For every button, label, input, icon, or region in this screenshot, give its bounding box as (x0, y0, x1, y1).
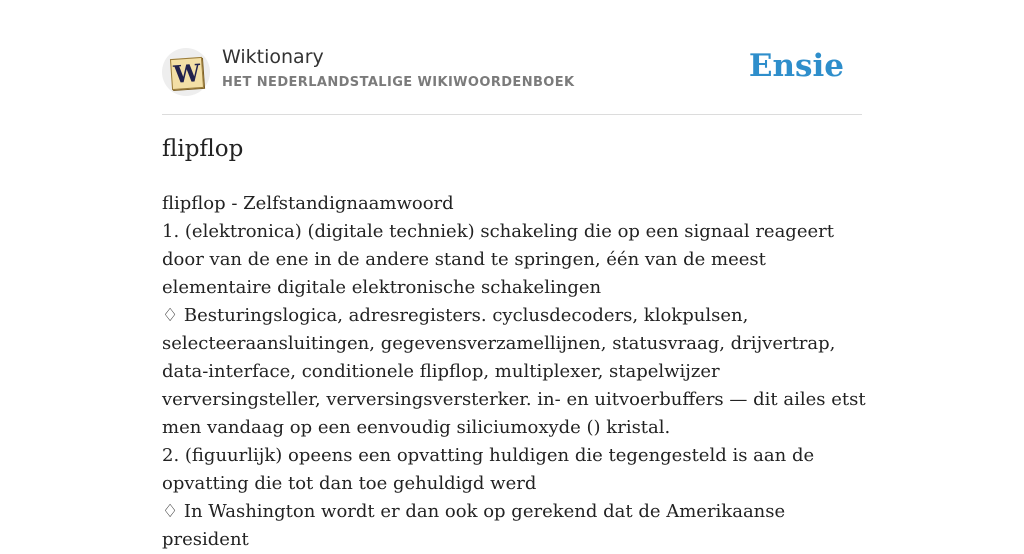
entry-content (162, 190, 867, 554)
example-2: ♢ In Washington wordt er dan ook op gerekend dat de Amerikaanse president (162, 501, 786, 550)
definition-2: 2. (figuurlijk) opeens een opvatting huldigen die tegengesteld is aan de opvatting die tot dan toe gehuldigd werd (162, 445, 815, 494)
entry-title: flipflop (162, 136, 244, 162)
site-tagline: HET NEDERLANDSTALIGE WIKIWOORDENBOEK (222, 75, 575, 90)
logo-tile: W (170, 57, 204, 90)
site-name[interactable]: Wiktionary (222, 46, 324, 68)
example-1: ♢ Besturingslogica, adresregisters. cyclusdecoders, klokpulsen, selecteeraansluitingen, gegevensverzamellijnen, statusvraag, drijvertrap, data-interface, conditionele flipflop, multiplexer, stapelwijzer verversingsteller, verversingsversterker. in- en uitvoerbuffers — dit ailes etst men vandaag op een eenvoudig siliciumoxyde () kristal. (162, 305, 866, 438)
site-header (162, 44, 862, 115)
part-of-speech-line: flipflop - Zelfstandignaamwoord (162, 193, 454, 214)
wiktionary-logo-icon[interactable] (162, 48, 210, 96)
ensie-brand-logo[interactable]: Ensie (748, 48, 844, 84)
definition-1: 1. (elektronica) (digitale techniek) schakeling die op een signaal reageert door van de ene in de andere stand te springen, één van de meest elementaire digitale elektronische schakelingen (162, 221, 834, 298)
